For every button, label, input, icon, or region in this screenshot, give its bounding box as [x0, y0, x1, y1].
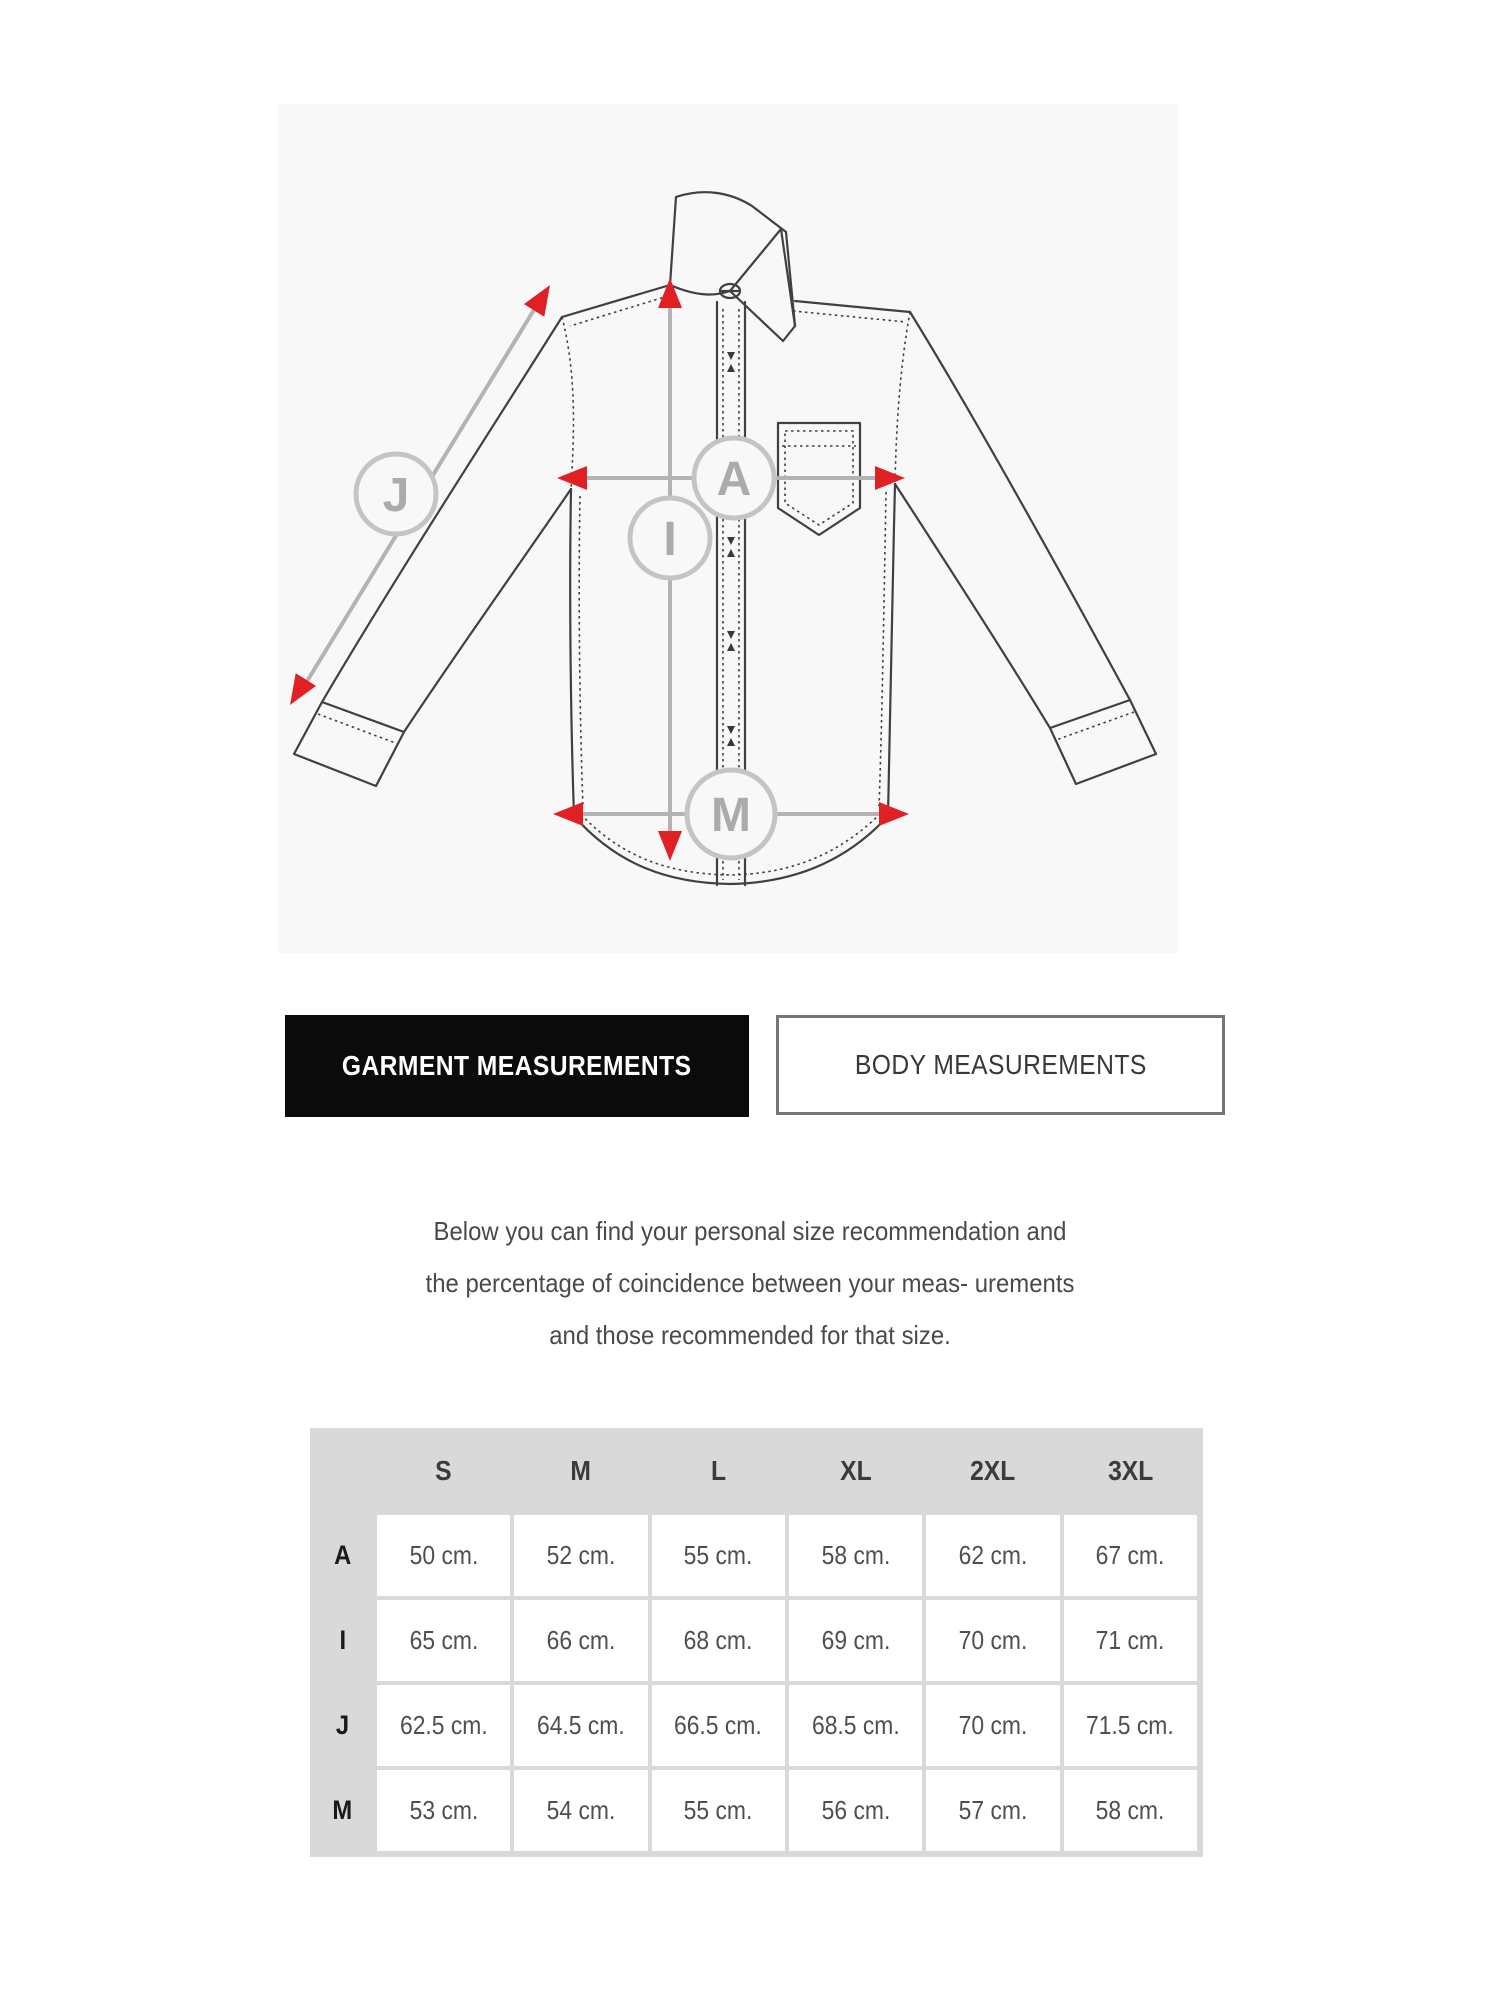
tab-body-label: BODY MEASUREMENTS	[854, 1049, 1147, 1080]
tab-garment-label: GARMENT MEASUREMENTS	[342, 1050, 692, 1081]
arrow-up-right-icon	[524, 279, 560, 317]
table-corner	[310, 1428, 375, 1513]
size-cell: 53 cm.	[377, 1770, 510, 1851]
size-table	[310, 1428, 1203, 1857]
badge-A-label: A	[716, 453, 752, 506]
size-cell: 58 cm.	[789, 1515, 922, 1596]
measure-badges	[356, 438, 775, 858]
arrow-up-icon	[658, 278, 682, 308]
size-cell: 70 cm.	[926, 1600, 1059, 1681]
badge-M-label: M	[711, 789, 751, 842]
placket-buttons	[727, 352, 735, 836]
size-cell: 69 cm.	[789, 1600, 922, 1681]
collar-point	[730, 229, 795, 341]
arrow-left-icon	[553, 802, 583, 826]
column-header-M: M	[570, 1454, 592, 1486]
size-cell: 67 cm.	[1064, 1515, 1197, 1596]
intro-line: and those recommended for that size.	[549, 1320, 951, 1350]
size-cell: 66.5 cm.	[652, 1685, 785, 1766]
column-header-S: S	[435, 1454, 452, 1486]
size-cell: 65 cm.	[377, 1600, 510, 1681]
badge-I-label: I	[663, 513, 677, 566]
intro-line: the percentage of coincidence between your meas- urements	[425, 1268, 1075, 1298]
size-cell: 54 cm.	[514, 1770, 647, 1851]
size-cell: 68.5 cm.	[789, 1685, 922, 1766]
size-cell: 62.5 cm.	[377, 1685, 510, 1766]
size-cell: 57 cm.	[926, 1770, 1059, 1851]
tab-garment-measurements[interactable]	[285, 1015, 749, 1117]
arrow-right-icon	[879, 802, 909, 826]
size-cell: 70 cm.	[926, 1685, 1059, 1766]
size-cell: 50 cm.	[377, 1515, 510, 1596]
size-cell: 64.5 cm.	[514, 1685, 647, 1766]
size-cell: 56 cm.	[789, 1770, 922, 1851]
size-cell: 55 cm.	[652, 1770, 785, 1851]
column-header-3XL: 3XL	[1107, 1454, 1153, 1486]
size-cell: 66 cm.	[514, 1600, 647, 1681]
arrow-left-icon	[557, 466, 587, 490]
size-cell: 71 cm.	[1064, 1600, 1197, 1681]
row-label-M: M	[332, 1795, 353, 1825]
intro-line: Below you can find your personal size recommendation and	[433, 1216, 1067, 1246]
intro-text	[0, 1205, 1500, 1361]
garment-diagram-panel	[278, 104, 1178, 953]
row-label-J: J	[335, 1710, 350, 1740]
size-cell: 71.5 cm.	[1064, 1685, 1197, 1766]
arrow-down-icon	[658, 831, 682, 861]
column-header-XL: XL	[839, 1454, 872, 1486]
collar-band	[670, 192, 795, 326]
size-cell: 68 cm.	[652, 1600, 785, 1681]
row-label-I: I	[339, 1625, 346, 1655]
size-cell: 62 cm.	[926, 1515, 1059, 1596]
column-header-L: L	[710, 1454, 726, 1486]
shirt-diagram-svg	[278, 104, 1178, 953]
badge-J-label: J	[382, 469, 410, 522]
arrow-right-icon	[875, 466, 905, 490]
row-label-A: A	[333, 1540, 352, 1570]
tab-body-measurements[interactable]	[776, 1015, 1225, 1115]
size-cell: 52 cm.	[514, 1515, 647, 1596]
column-header-2XL: 2XL	[970, 1454, 1016, 1486]
size-cell: 55 cm.	[652, 1515, 785, 1596]
size-cell: 58 cm.	[1064, 1770, 1197, 1851]
